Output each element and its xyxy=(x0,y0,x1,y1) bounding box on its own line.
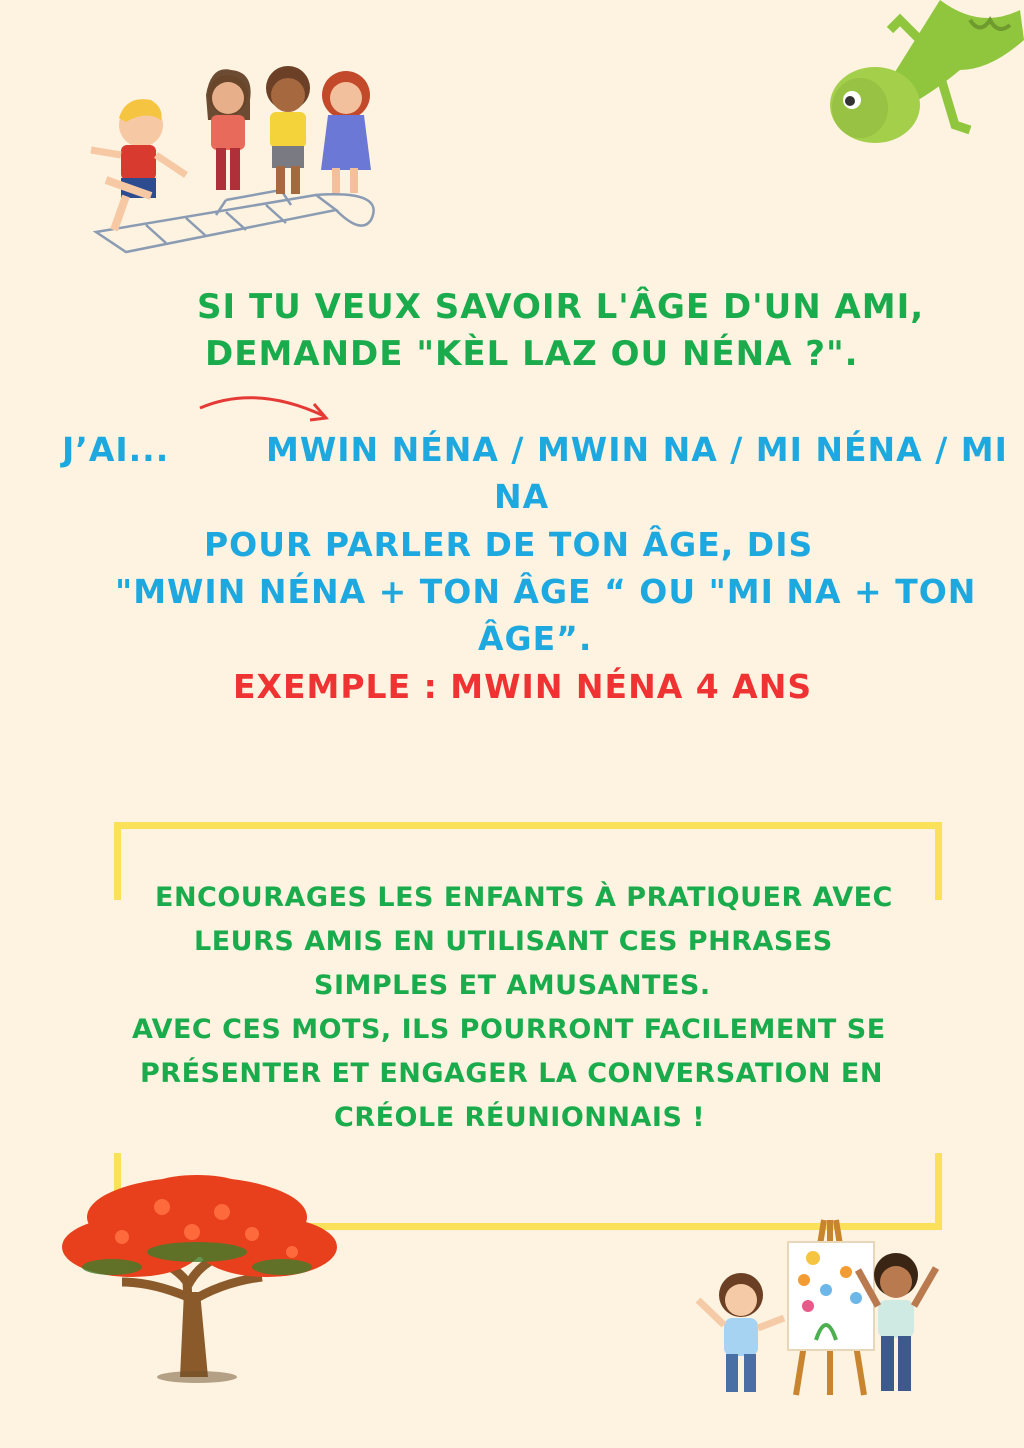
answer-line-2: NA xyxy=(494,477,550,516)
frame-right-top xyxy=(935,822,942,900)
box-line-3: SIMPLES ET AMUSANTES. xyxy=(314,970,711,1001)
box-line-1: ENCOURAGES LES ENFANTS À PRATIQUER AVEC xyxy=(155,882,893,913)
frame-top xyxy=(114,822,942,829)
kids-painting-illustration xyxy=(686,1210,956,1410)
flamboyant-tree-illustration xyxy=(52,1172,344,1384)
explain-line-2: "MWIN NÉNA + TON ÂGE “ OU "MI NA + TON xyxy=(115,572,977,611)
box-line-2: LEURS AMIS EN UTILISANT CES PHRASES xyxy=(194,926,833,957)
box-line-4: AVEC CES MOTS, ILS POURRONT FACILEMENT SE xyxy=(132,1014,886,1045)
box-line-5: PRÉSENTER ET ENGAGER LA CONVERSATION EN xyxy=(140,1058,883,1089)
explain-line-3: ÂGE”. xyxy=(478,619,593,658)
answer-label: J’AI... xyxy=(62,430,170,469)
answer-line-1: MWIN NÉNA / MWIN NA / MI NÉNA / MI xyxy=(266,430,1008,469)
explain-line-1: POUR PARLER DE TON ÂGE, DIS xyxy=(204,525,814,564)
box-line-6: CRÉOLE RÉUNIONNAIS ! xyxy=(334,1102,706,1133)
frame-left-top xyxy=(114,822,121,900)
intro-line-2: DEMANDE "KÈL LAZ OU NÉNA ?". xyxy=(205,334,859,374)
example-line: EXEMPLE : MWIN NÉNA 4 ANS xyxy=(233,667,813,706)
kids-hopscotch-illustration xyxy=(66,60,396,265)
gecko-illustration xyxy=(820,0,1024,160)
arrow-icon xyxy=(196,388,336,428)
intro-line-1: SI TU VEUX SAVOIR L'ÂGE D'UN AMI, xyxy=(197,287,925,327)
